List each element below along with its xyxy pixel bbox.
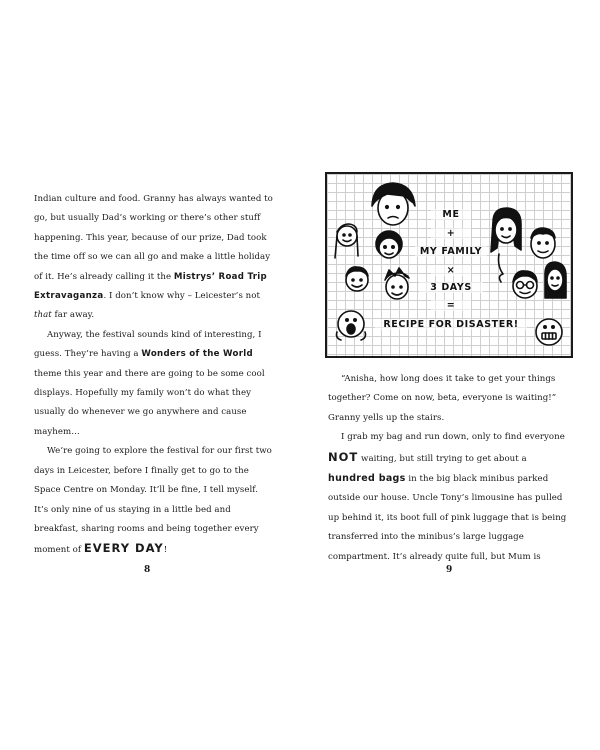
paragraph	[328, 428, 572, 567]
family-illustration	[325, 172, 573, 358]
text-run: in the big black minibus parked outside our house. Uncle Tony’s limousine has pulled up behind it, its boot full of pink luggage that is being transferred into the minibus’s large luggage compartment. It’s already quite full, but Mum is	[328, 474, 567, 562]
highlighted-phrase: Wonders of the World	[141, 349, 253, 360]
text-run: Indian culture and food. Granny has always wanted to go, but usually Dad’s working or there’s other stuff happening. This year, because of our prize, Dad took the time off so we can all go and make a little holiday of it. He’s already calling it the	[34, 194, 273, 282]
highlighted-phrase: Mistrys’ Road Trip Extravaganza	[34, 271, 267, 302]
paragraph	[328, 370, 572, 428]
face-boy-icon	[385, 268, 409, 299]
text-run: “Anisha, how long does it take to get your things together? Come on now, beta, everyone is waiting!” Granny yells up the stairs.	[328, 374, 557, 423]
paragraph	[34, 190, 274, 326]
left-page-text	[34, 190, 274, 561]
face-long-hair-icon	[545, 262, 566, 298]
caption-times: ×	[431, 265, 471, 276]
caption-3-days: 3 DAYS	[419, 282, 483, 293]
caption-equals: =	[431, 300, 471, 311]
paragraph	[34, 326, 274, 442]
text-run: !	[163, 545, 168, 556]
caption-me: ME	[431, 209, 471, 220]
text-run: waiting, but still trying to get about a	[358, 453, 527, 464]
page-number-left: 8	[144, 565, 151, 575]
face-grimace-icon	[536, 319, 562, 345]
text-run: I grab my bag and run down, only to find everyone	[341, 432, 565, 443]
right-page-text	[328, 370, 572, 567]
highlighted-phrase: NOT	[328, 449, 359, 464]
caption-my-family: MY FAMILY	[415, 246, 487, 257]
caption-plus: +	[431, 228, 471, 239]
face-shocked-icon	[337, 311, 366, 340]
face-curly-icon	[376, 231, 402, 258]
text-run: theme this year and there are going to be some cool displays. Hopefully my family won’t do what they usually do whenever we go anywhere and cause mayhem…	[34, 368, 265, 437]
face-boy-curly-icon	[346, 267, 368, 291]
face-top-icon	[372, 183, 415, 225]
face-braids-icon	[335, 224, 358, 258]
text-run: . I don’t know why – Leicester’s not	[103, 291, 260, 302]
emphasis: that	[34, 310, 52, 321]
caption-recipe-for-disaster: RECIPE FOR DISASTER!	[375, 319, 527, 330]
text-run: far away.	[51, 310, 95, 321]
highlighted-phrase: EVERY DAY	[83, 541, 164, 556]
face-man-icon	[531, 228, 555, 258]
face-glasses-icon	[513, 271, 537, 298]
page-number-right: 9	[446, 565, 453, 575]
text-run: Anyway, the festival sounds kind of interesting, I guess. They’re having a	[34, 329, 262, 360]
face-woman-icon	[491, 208, 521, 282]
highlighted-phrase: hundred bags	[328, 473, 406, 485]
paragraph	[34, 442, 274, 560]
text-run: We’re going to explore the festival for our first two days in Leicester, before I finally get to go to the Space Centre on Monday. It’ll be fine, I tell myself. It’s only nine of us staying in a little bed and breakfast, sharing rooms and being together every moment of	[34, 446, 272, 556]
